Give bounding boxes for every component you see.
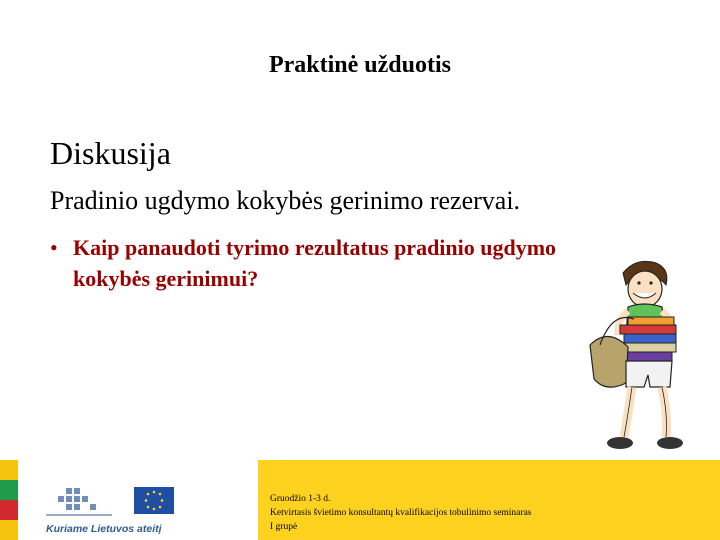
bullet-marker: • [50,235,58,260]
color-stripe [0,460,18,540]
seminar-info [258,460,720,540]
stripe-green [0,480,18,500]
bullet-text: Kaip panaudoti tyrimo rezultatus pradinio ugdymo kokybės gerinimui? [73,235,557,291]
ministry-logo-icon [44,484,114,518]
bullet-item [50,232,610,294]
heading: Diskusija [50,135,171,171]
stripe-yellow [0,460,18,480]
slide-title: Praktinė užduotis [268,52,451,78]
footer-bar [0,460,720,540]
eu-flag-icon [134,487,174,514]
partner-logos [40,481,180,537]
subtitle: Pradinio ugdymo kokybės gerinimo rezervai. [50,186,521,215]
seminar-date: Gruodžio 1-3 d. [270,494,331,504]
seminar-title: Ketvirtasis švietimo konsultantų kvalifikacijos tobulinimo seminaras [270,508,532,518]
logo-caption: Kuriame Lietuvos ateitį [46,523,162,535]
stripe-red [0,500,18,520]
seminar-group: I grupė [270,522,298,532]
stripe-yellow-bottom [0,520,18,540]
student-with-books-illustration [578,255,703,455]
